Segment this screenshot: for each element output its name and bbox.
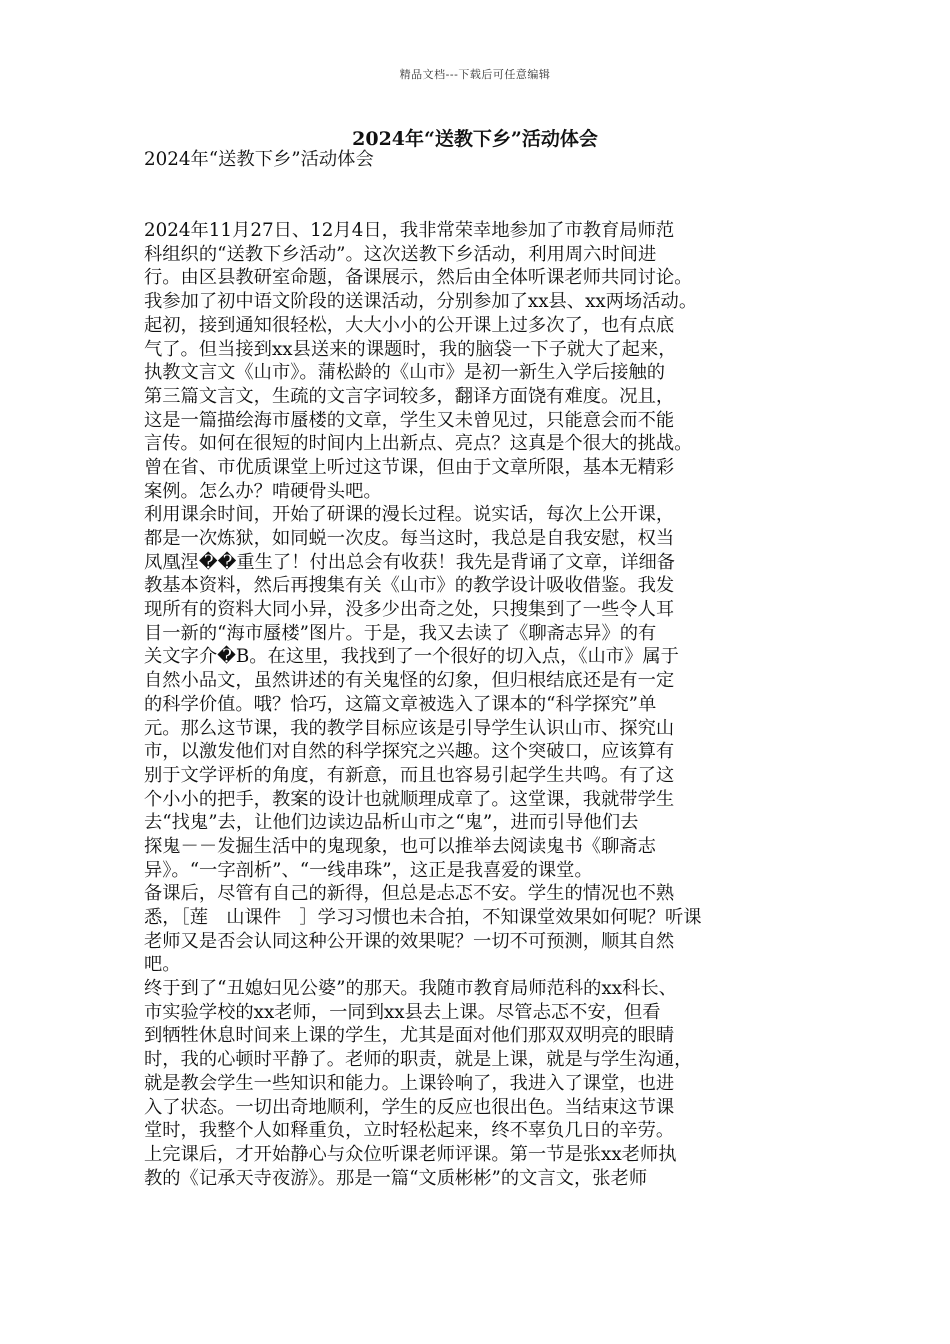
text-line: 案例。怎么办？啃硬骨头吧。 xyxy=(144,480,382,502)
text-line: 入了状态。一切出奇地顺利，学生的反应也很出色。当结束这节课 xyxy=(144,1096,675,1118)
paragraph-5 xyxy=(144,1143,824,1190)
paragraph-4 xyxy=(144,977,824,1143)
paragraph-1 xyxy=(144,219,824,503)
text-line: 就是教会学生一些知识和能力。上课铃响了，我进入了课堂，也进 xyxy=(144,1072,675,1094)
text-line: 曾在省、市优质课堂上听过这节课，但由于文章所限，基本无精彩 xyxy=(144,456,675,478)
text-line: 我参加了初中语文阶段的送课活动，分别参加了xx县、xx两场活动。 xyxy=(144,291,698,313)
text-line: 探鬼－－发掘生活中的鬼现象，也可以推举去阅读鬼书《聊斋志 xyxy=(144,835,656,857)
text-line: 时，我的心顿时平静了。老师的职责，就是上课，就是与学生沟通， xyxy=(144,1049,693,1071)
text-line: 个小小的把手，教案的设计也就顺理成章了。这堂课，我就带学生 xyxy=(144,788,675,810)
text-line: 执教文言文《山市》。蒲松龄的《山市》是初一新生入学后接触的 xyxy=(144,362,666,384)
text-line: 2024年11月27日、12月4日，我非常荣幸地参加了市教育局师范 xyxy=(144,220,675,242)
text-line: 备课后，尽管有自己的新得，但总是忐忑不安。学生的情况也不熟 xyxy=(144,883,675,905)
blank-line xyxy=(144,195,824,219)
text-line: 悉，［莲 山课件 ］学习习惯也未合拍，不知课堂效果如何呢？听课 xyxy=(144,907,702,928)
text-line: 气了。但当接到xx县送来的课题时，我的脑袋一下子就大了起来， xyxy=(144,338,677,360)
text-line: 到牺牲休息时间来上课的学生，尤其是面对他们那双双明亮的眼睛 xyxy=(144,1025,675,1047)
text-line: 去“找鬼”去，让他们边读边品析山市之“鬼”，进而引导他们去 xyxy=(144,812,639,834)
text-line: 异》。“一字剖析”、“一线串珠”，这正是我喜爱的课堂。 xyxy=(144,859,593,881)
text-line: 这是一篇描绘海市蜃楼的文章，学生又未曾见过，只能意会而不能 xyxy=(144,409,675,431)
text-line: 教的《记承天寺夜游》。那是一篇“文质彬彬”的文言文，张老师 xyxy=(144,1167,648,1189)
page-header-caption: 精品文档---下载后可任意编辑 xyxy=(399,68,551,81)
text-line: 老师又是否会认同这种公开课的效果呢？一切不可预测，顺其自然 xyxy=(144,930,675,952)
text-line: 凤凰涅��重生了！付出总会有收获！我先是背诵了文章，详细备 xyxy=(144,551,676,573)
text-line: 别于文学评析的角度，有新意，而且也容易引起学生共鸣。有了这 xyxy=(144,764,675,786)
blank-line xyxy=(144,172,824,196)
text-line: 堂时，我整个人如释重负，立时轻松起来，终不辜负几日的辛劳。 xyxy=(144,1120,675,1142)
paragraph-3 xyxy=(144,882,824,977)
text-line: 上完课后，才开始静心与众位听课老师评课。第一节是张xx老师执 xyxy=(144,1143,677,1165)
text-line: 关文字介�B。在这里，我找到了一个很好的切入点，《山市》属于 xyxy=(144,646,679,668)
text-line: 第三篇文言文，生疏的文言字词较多，翻译方面饶有难度。况且， xyxy=(144,385,675,407)
document-body xyxy=(144,148,824,1190)
text-line: 自然小品文，虽然讲述的有关鬼怪的幻象，但归根结底还是有一定 xyxy=(144,670,675,692)
text-line: 言传。如何在很短的时间内上出新点、亮点？这真是个很大的挑战。 xyxy=(144,433,693,455)
paragraph-2 xyxy=(144,503,824,882)
text-line: 的科学价值。哦？恰巧，这篇文章被选入了课本的“科学探究”单 xyxy=(144,693,657,715)
text-line: 市，以激发他们对自然的科学探究之兴趣。这个突破口，应该算有 xyxy=(144,741,675,763)
text-line: 终于到了“丑媳妇见公婆”的那天。我随市教育局师范科的xx科长、 xyxy=(144,978,677,1000)
document-title: 2024年“送教下乡”活动体会 xyxy=(352,128,598,150)
text-line: 都是一次炼狱，如同蜕一次皮。每当这时，我总是自我安慰，权当 xyxy=(144,528,675,549)
text-line: 目一新的“海市蜃楼”图片。于是，我又去读了《聊斋志异》的有 xyxy=(144,622,657,644)
text-line: 吧。 xyxy=(144,954,181,976)
text-line: 科组织的“送教下乡活动”。这次送教下乡活动，利用周六时间进 xyxy=(144,243,657,265)
text-line: 行。由区县教研室命题，备课展示，然后由全体听课老师共同讨论。 xyxy=(144,267,693,289)
text-line: 利用课余时间，开始了研课的漫长过程。说实话，每次上公开课， xyxy=(144,504,675,526)
text-line: 元。那么这节课，我的教学目标应该是引导学生认识山市、探究山 xyxy=(144,717,675,739)
text-line: 起初，接到通知很轻松，大大小小的公开课上过多次了，也有点底 xyxy=(144,314,675,336)
text-line: 市实验学校的xx老师，一同到xx县去上课。尽管忐忑不安，但看 xyxy=(144,1001,661,1023)
text-line: 现所有的资料大同小异，没多少出奇之处，只搜集到了一些令人耳 xyxy=(144,599,675,621)
document-subtitle: 2024年“送教下乡”活动体会 xyxy=(144,149,374,170)
text-line: 教基本资料，然后再搜集有关《山市》的教学设计吸收借鉴。我发 xyxy=(144,575,675,597)
